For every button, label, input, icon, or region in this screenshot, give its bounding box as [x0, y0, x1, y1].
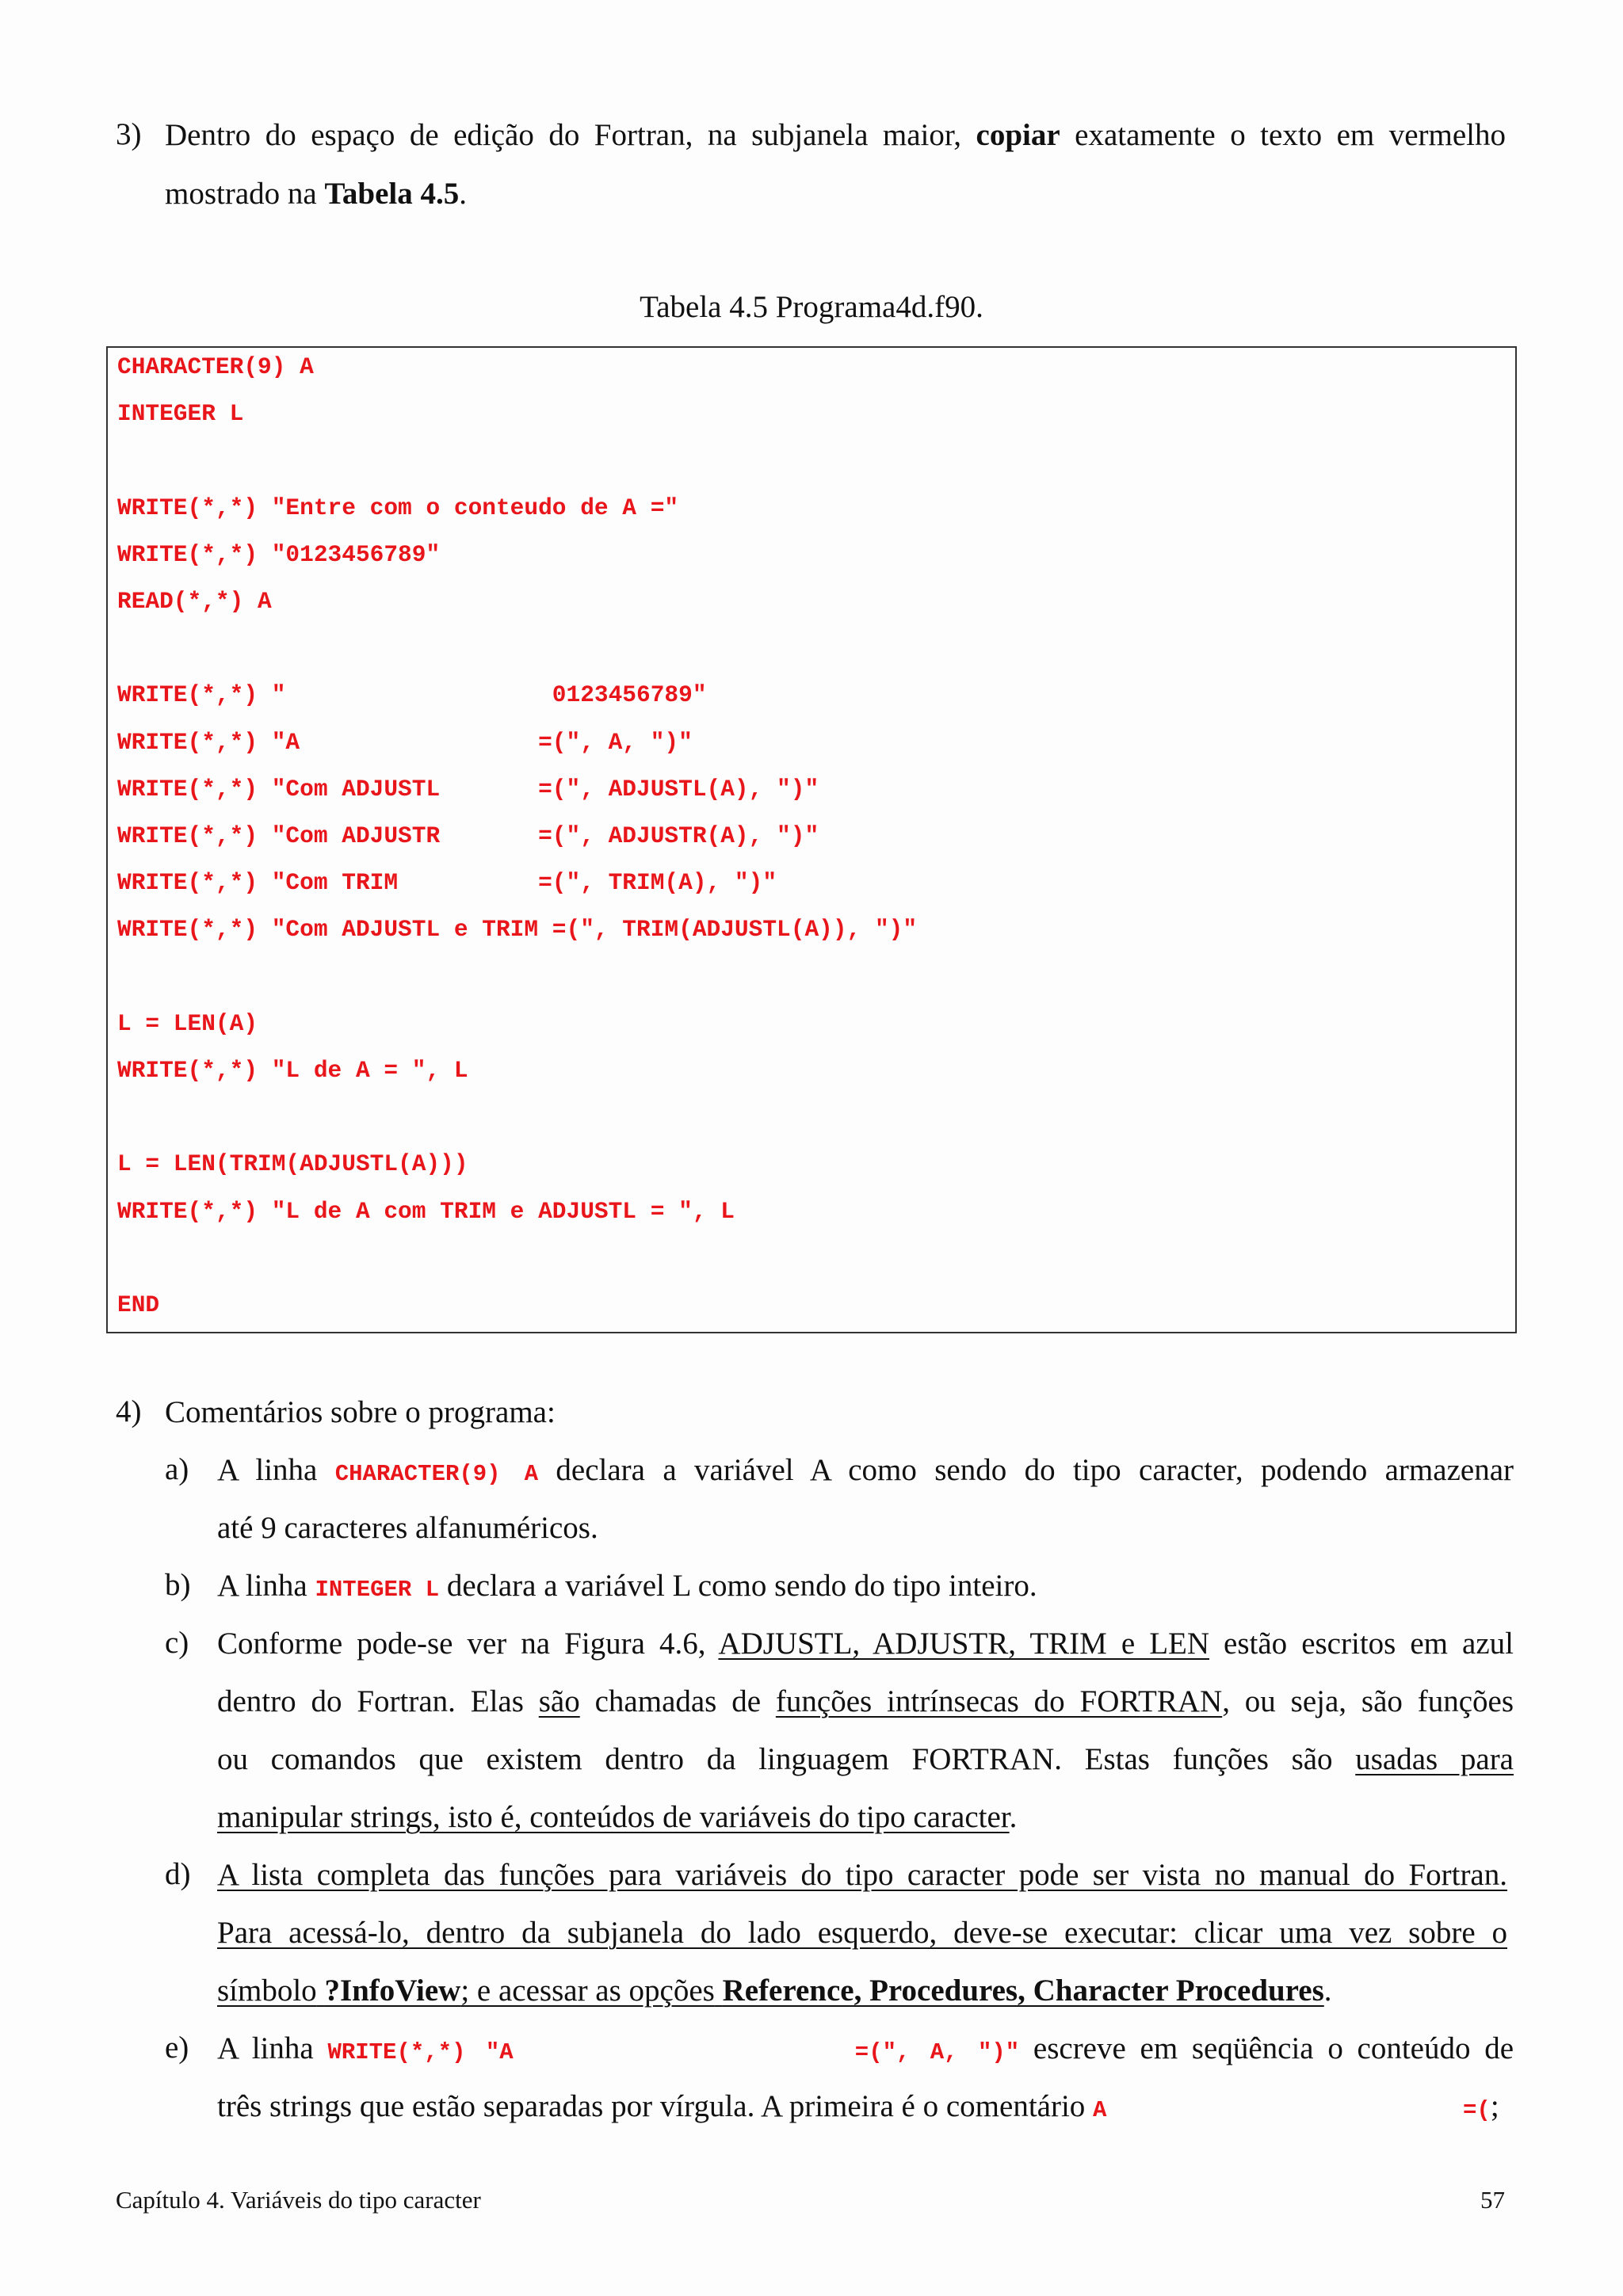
- code-line: END: [117, 1291, 160, 1318]
- code-line: WRITE(*,*) "A =(", A, ")": [117, 728, 693, 756]
- item-e-line2: [217, 2077, 1106, 2139]
- item-e-l2-post: ;: [1490, 2089, 1499, 2123]
- item-e-l2-pre: três strings que estão separadas por vírgula. A primeira é o comentário: [217, 2089, 1086, 2123]
- item4-title: Comentários sobre o programa:: [165, 1395, 556, 1429]
- item-c-l2-c: , ou seja, são funções: [1222, 1684, 1514, 1718]
- item-c-l2-sao: são: [538, 1684, 580, 1718]
- item-c-l3-pre: ou comandos que existem dentro da linguagem FORTRAN. Estas funções são: [217, 1742, 1333, 1776]
- code-line: WRITE(*,*) "L de A com TRIM e ADJUSTL = ", L: [117, 1197, 735, 1225]
- code-line: L = LEN(A): [117, 1009, 258, 1037]
- item3-text-a: Dentro do espaço de edição do Fortran, na subjanela maior,: [165, 118, 962, 152]
- item-a-letter: a): [165, 1452, 189, 1486]
- item-d-l3-c: ; e acessar as opções: [460, 1974, 715, 2008]
- item-a-line1: [217, 1441, 1514, 1503]
- item3-bold-copiar: copiar: [976, 118, 1060, 152]
- item-a-post: declara a variável A como sendo do tipo caracter, podendo armazenar: [556, 1453, 1514, 1487]
- item-e-letter: e): [165, 2031, 189, 2065]
- item3-line1: [165, 106, 1506, 164]
- item-b-line1: [217, 1557, 1037, 1619]
- item-d-l2: Para acessá-lo, dentro da subjanela do lado esquerdo, deve-se executar: clicar uma vez sobre o: [217, 1916, 1507, 1950]
- item-number-3: 3): [116, 117, 142, 151]
- code-line: WRITE(*,*) " 0123456789": [117, 681, 707, 709]
- item-e-l1-pre: A linha: [217, 2031, 314, 2065]
- code-line: WRITE(*,*) "Com ADJUSTR =(", ADJUSTR(A), ")": [117, 822, 819, 849]
- code-line: L = LEN(TRIM(ADJUSTL(A))): [117, 1150, 468, 1178]
- item-d-line2: [217, 1904, 1507, 1962]
- item-d-l3-reference: Reference, Procedures, Character Procedures: [722, 1974, 1324, 2008]
- item-a-pre: A linha: [217, 1453, 318, 1487]
- item-c-l2-funcoes: funções intrínsecas do FORTRAN: [775, 1684, 1223, 1718]
- item-b-code: INTEGER L: [315, 1577, 440, 1603]
- item3-line2: [165, 165, 467, 223]
- item-d-l1: A lista completa das funções para variáveis do tipo caracter pode ser vista no manual do Fortran.: [217, 1858, 1507, 1892]
- code-line: INTEGER L: [117, 400, 244, 428]
- item-b-letter: b): [165, 1568, 191, 1602]
- item-c-line2: [217, 1672, 1514, 1730]
- item-d-l3-infoview: ?InfoView: [324, 1974, 461, 2008]
- item-c-l2-a: dentro do Fortran. Elas: [217, 1684, 524, 1718]
- table-caption: Tabela 4.5 Programa4d.f90.: [640, 290, 983, 324]
- item-c-l2-b: chamadas de: [594, 1684, 762, 1718]
- item-c-l1-pre: Conforme pode-se ver na Figura 4.6,: [217, 1627, 706, 1661]
- item-number-4: 4): [116, 1394, 142, 1428]
- item-e-l1-post: escreve em seqüência o conteúdo de: [1033, 2031, 1514, 2065]
- item-d-letter: d): [165, 1857, 191, 1891]
- code-line: WRITE(*,*) "Com ADJUSTL =(", ADJUSTL(A), ")": [117, 775, 819, 803]
- item3-bold-tabela: Tabela 4.5: [324, 177, 460, 211]
- item-c-line3: [217, 1730, 1514, 1788]
- item-e-l2-code-paren: =(: [1463, 2097, 1491, 2123]
- item-c-line4: [217, 1788, 1017, 1846]
- item-d-line3: [217, 1962, 1332, 2019]
- code-line: WRITE(*,*) "0123456789": [117, 540, 441, 568]
- code-line: READ(*,*) A: [117, 588, 272, 615]
- item-c-l4-post: .: [1009, 1800, 1018, 1834]
- item3-period: .: [459, 177, 467, 211]
- item-c-l3-underlined: usadas para: [1355, 1742, 1514, 1776]
- item3-text-c: mostrado na: [165, 177, 317, 211]
- code-line: WRITE(*,*) "Entre com o conteudo de A =": [117, 494, 679, 521]
- item-e-line2-end: [1463, 2077, 1499, 2139]
- item-c-line1: [217, 1615, 1514, 1672]
- item-e-l1-code: WRITE(*,*) "A =(", A, ")": [327, 2039, 1020, 2065]
- item-c-l1-underlined: ADJUSTL, ADJUSTR, TRIM e LEN: [718, 1627, 1209, 1661]
- item-c-letter: c): [165, 1626, 189, 1660]
- item-b-post: declara a variável L como sendo do tipo inteiro.: [446, 1569, 1037, 1603]
- code-table: [106, 346, 1517, 1333]
- item-a-line2: até 9 caracteres alfanuméricos.: [217, 1511, 598, 1545]
- footer-page-number: 57: [1480, 2186, 1505, 2214]
- code-line: CHARACTER(9) A: [117, 353, 314, 380]
- item-c-l4-underlined: manipular strings, isto é, conteúdos de variáveis do tipo caracter: [217, 1800, 1010, 1834]
- item-a-code: CHARACTER(9) A: [334, 1461, 539, 1487]
- item-d-l3-e: .: [1323, 1974, 1332, 2008]
- footer-chapter: Capítulo 4. Variáveis do tipo caracter: [116, 2186, 481, 2214]
- code-line: WRITE(*,*) "Com TRIM =(", TRIM(A), ")": [117, 869, 777, 897]
- item-c-l1-post: estão escritos em azul: [1224, 1627, 1514, 1661]
- item3-text-b: exatamente o texto em vermelho: [1075, 118, 1507, 152]
- item-d-l3-a: símbolo: [217, 1974, 317, 2008]
- item-d-line1: [217, 1846, 1507, 1904]
- item-e-line1: [217, 2019, 1514, 2081]
- code-line: WRITE(*,*) "L de A = ", L: [117, 1057, 468, 1084]
- code-line: WRITE(*,*) "Com ADJUSTL e TRIM =(", TRIM(ADJUSTL(A)), ")": [117, 916, 918, 944]
- item-b-pre: A linha: [217, 1569, 307, 1603]
- item-e-l2-code-a: A: [1093, 2097, 1107, 2123]
